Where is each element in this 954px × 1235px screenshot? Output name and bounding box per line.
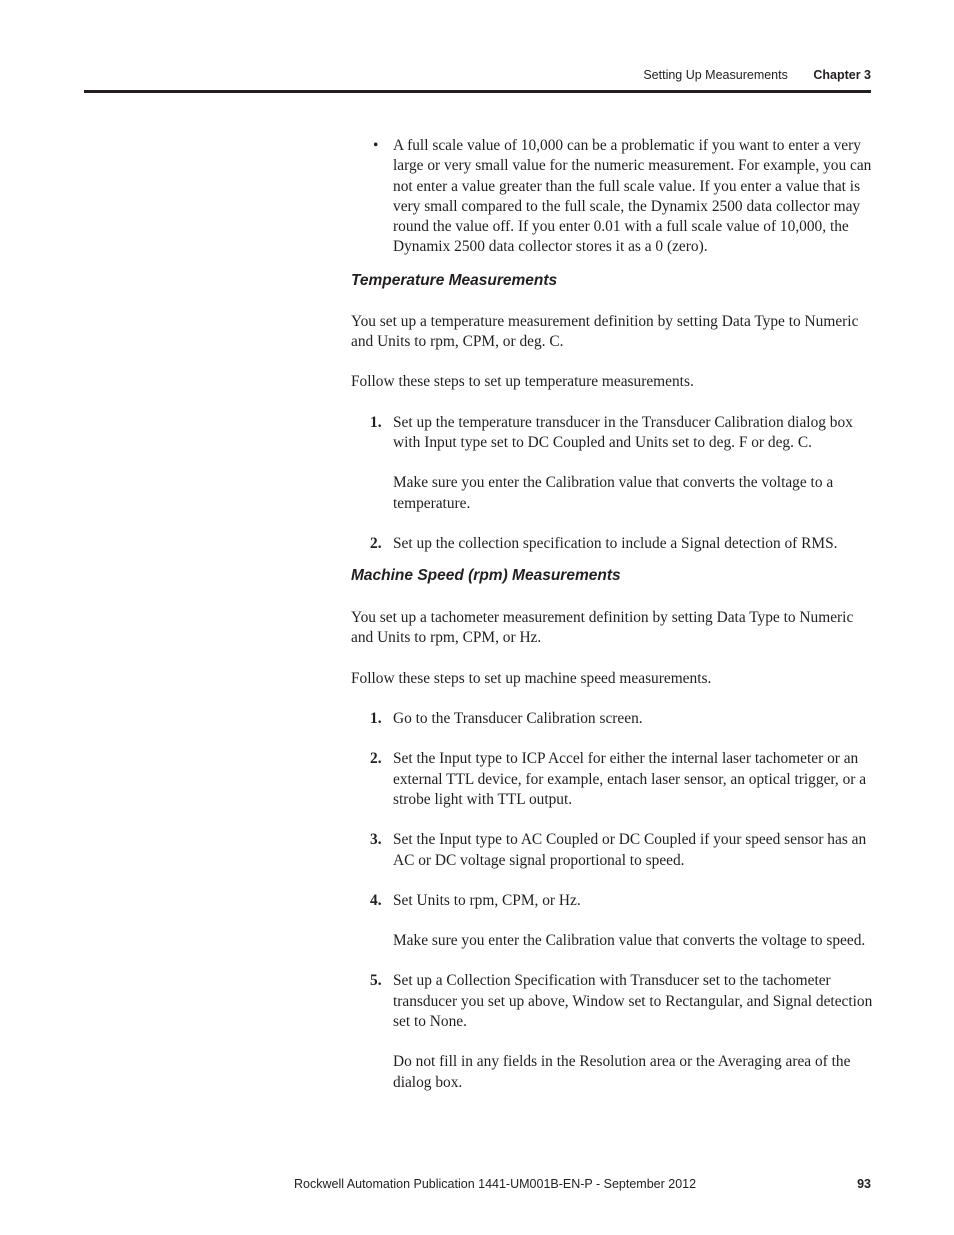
- step-number: 2.: [370, 750, 382, 768]
- page-number: 93: [857, 1177, 871, 1191]
- step-number: 1.: [370, 413, 382, 431]
- speed-step-2: [351, 749, 873, 810]
- step-text: Go to the Transducer Calibration screen.: [393, 710, 643, 728]
- header-section-title: Setting Up Measurements: [643, 68, 788, 82]
- header-right: [643, 66, 871, 84]
- temperature-step-2: [351, 534, 873, 554]
- header-chapter: Chapter 3: [813, 68, 871, 82]
- speed-follow: Follow these steps to set up machine speed measurements.: [351, 669, 712, 687]
- page-header: [84, 64, 871, 93]
- step-text: Set up a Collection Specification with Transducer set to the tachometer transducer you set up above, Window set to Rectangular, and Signal detection set to None.: [393, 972, 873, 1031]
- step-text: Set up the collection specification to include a Signal detection of RMS.: [393, 534, 838, 552]
- speed-heading: Machine Speed (rpm) Measurements: [351, 567, 621, 585]
- speed-step-3: [351, 830, 873, 871]
- step-text: Set the Input type to AC Coupled or DC Coupled if your speed sensor has an AC or DC voltage signal proportional to speed.: [393, 831, 867, 869]
- speed-step-4-note: Make sure you enter the Calibration value that converts the voltage to speed.: [393, 932, 866, 950]
- temperature-follow: Follow these steps to set up temperature measurements.: [351, 373, 694, 391]
- speed-intro: You set up a tachometer measurement definition by setting Data Type to Numeric and Units to rpm, CPM, or Hz.: [351, 609, 854, 647]
- speed-step-1: [351, 709, 873, 729]
- temperature-intro: You set up a temperature measurement definition by setting Data Type to Numeric and Units to rpm, CPM, or deg. C.: [351, 312, 859, 351]
- speed-step-5: [351, 971, 873, 1032]
- step-number: 4.: [370, 891, 382, 909]
- step-text: Set Units to rpm, CPM, or Hz.: [393, 891, 581, 909]
- bullet-item: [351, 136, 873, 258]
- step-text: Set up the temperature transducer in the Transducer Calibration dialog box with Input type set to DC Coupled and Units set to deg. F or deg. C.: [393, 413, 853, 451]
- page-content: [351, 136, 873, 1093]
- speed-step-4: [351, 891, 873, 911]
- temperature-step-1: [351, 413, 873, 454]
- temperature-heading: Temperature Measurements: [351, 271, 558, 289]
- temperature-step-1-note: Make sure you enter the Calibration value that converts the voltage to a temperature.: [393, 474, 834, 512]
- step-number: 3.: [370, 831, 382, 849]
- step-number: 2.: [370, 534, 382, 552]
- bullet-symbol: •: [373, 137, 379, 154]
- footer-publication: Rockwell Automation Publication 1441-UM001B-EN-P - September 2012: [294, 1177, 697, 1191]
- step-text: Set the Input type to ICP Accel for either the internal laser tachometer or an external TTL device, for example, entach laser sensor, an optical trigger, or a strobe light with TTL output.: [393, 750, 867, 808]
- bullet-text: A full scale value of 10,000 can be a problematic if you want to enter a very large or very small value for the numeric measurement. For example, you can not enter a value greater than the full scale value. If you enter a value that is very small compared to the full scale, the Dynamix 2500 data collector may round the value off. If you enter 0.01 with a full scale value of 10,000, the Dynamix 2500 data collector stores it as a 0 (zero).: [393, 137, 872, 256]
- step-number: 1.: [370, 710, 382, 728]
- step-number: 5.: [370, 972, 382, 990]
- speed-step-5-note: Do not fill in any fields in the Resolution area or the Averaging area of the dialog box.: [393, 1053, 851, 1091]
